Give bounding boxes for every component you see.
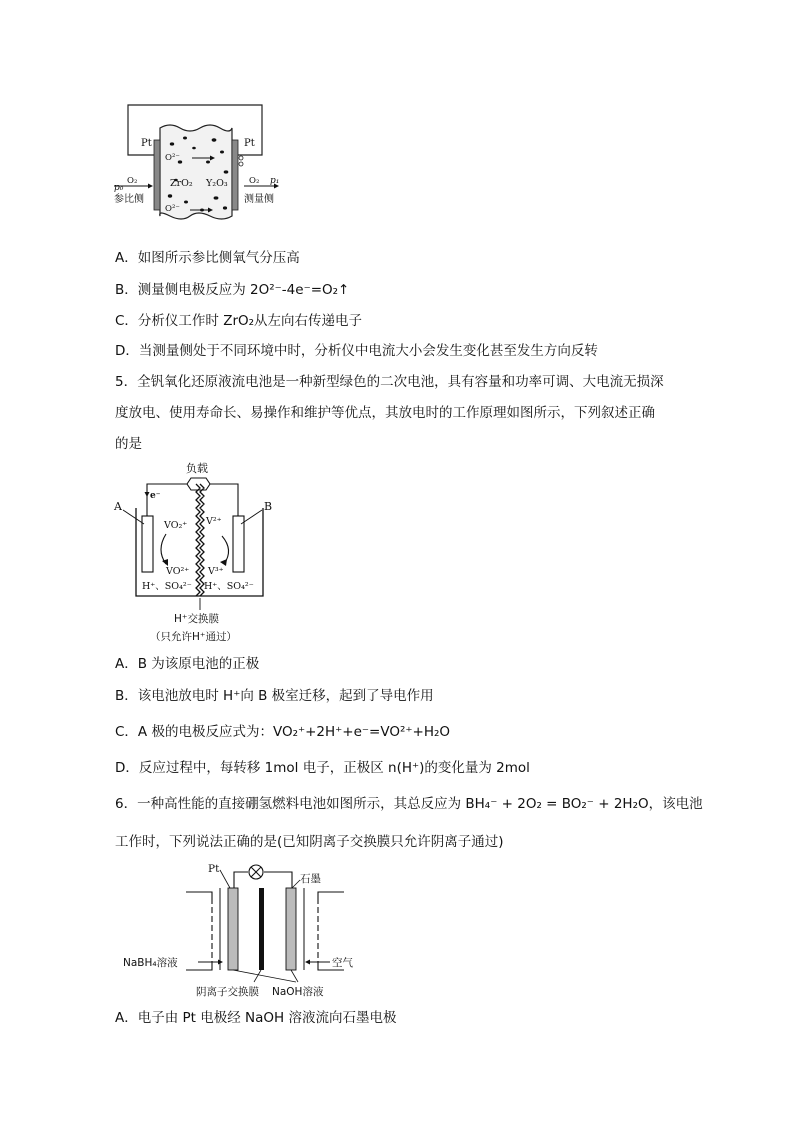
pt-electrode-label: Pt [208, 863, 220, 875]
load-label: 负载 [186, 462, 208, 475]
naoh-solution-label: NaOH溶液 [272, 986, 324, 998]
graphite-electrode-label: 石墨 [300, 873, 321, 885]
electrode-b-label: B [264, 500, 273, 513]
q5-stem-line-1: 5．全钒氧化还原液流电池是一种新型绿色的二次电池，具有容量和功率可调、大电流无损深 [115, 374, 664, 390]
o2-right-label: O₂ [249, 176, 260, 186]
q6-stem-line-1: 6．一种高性能的直接硼氢燃料电池如图所示，其总反应为 BH₄⁻ + 2O₂ = BO₂⁻ + 2H₂O，该电池 [115, 796, 703, 812]
oxide-ion-top-label: O²⁻ [165, 153, 180, 163]
oxide-ion-bottom-label: O²⁻ [165, 204, 180, 214]
q6-option-a: A．电子由 Pt 电极经 NaOH 溶液流向石墨电极 [115, 1010, 397, 1026]
q5-option-c: C．A 极的电极反应式为：VO₂⁺+2H⁺+e⁻=VO²⁺+H₂O [115, 724, 451, 740]
q5-stem-line-3: 的是 [115, 436, 142, 452]
q5-option-a: A．B 为该原电池的正极 [115, 656, 260, 672]
q5-option-d: D．反应过程中，每转移 1mol 电子，正极区 n(H⁺)的变化量为 2mol [115, 760, 530, 776]
vo2plus-ion-label: VO²⁺ [166, 566, 190, 577]
electrode-a-label: A [114, 500, 122, 513]
air-label: 空气 [332, 957, 353, 969]
reference-side-label: 参比侧 [114, 194, 144, 205]
q4-option-b: B．测量侧电极反应为 2O²⁻-4e⁻=O₂↑ [115, 282, 350, 298]
nabh4-solution-label: NaBH₄溶液 [123, 957, 178, 969]
y2o3-label: Y₂O₃ [206, 178, 228, 189]
p1-label: p₁ [270, 176, 280, 186]
q4-option-d: D．当测量侧处于不同环境中时，分析仪中电流大小会发生变化甚至发生方向反转 [115, 343, 598, 359]
anion-membrane-label: 阴离子交换膜 [196, 986, 259, 998]
right-ions-label: H⁺、SO₄²⁻ [204, 581, 254, 592]
q4-option-c: C．分析仪工作时 ZrO₂从左向右传递电子 [115, 313, 363, 329]
v3plus-label: V³⁺ [208, 566, 224, 577]
membrane-label: H⁺交换膜 [174, 613, 219, 625]
q5-stem-line-2: 度放电、使用寿命长、易操作和维护等优点，其放电时的工作原理如图所示，下列叙述正确 [115, 405, 655, 421]
q6-stem-line-2: 工作时，下列说法正确的是(已知阴离子交换膜只允许阴离子通过) [115, 834, 504, 850]
q5-option-b: B．该电池放电时 H⁺向 B 极室迁移，起到了导电作用 [115, 688, 434, 704]
pt-left-label: Pt [141, 138, 152, 149]
measurement-side-label: 测量侧 [244, 194, 274, 205]
oxygen-analyzer-diagram [110, 100, 300, 225]
left-ions-label: H⁺、SO₄²⁻ [142, 581, 192, 592]
p0-label: p₀ [114, 183, 124, 193]
v2plus-label: V²⁺ [206, 516, 222, 527]
membrane-note-label: （只允许H⁺通过） [150, 631, 237, 643]
borohydride-fuel-cell-diagram [120, 858, 370, 1000]
o2-left-label: O₂ [127, 176, 138, 186]
q4-option-a: A．如图所示参比侧氧气分压高 [115, 250, 300, 266]
zro2-label: ZrO₂ [170, 178, 193, 189]
vanadium-battery-diagram [110, 458, 285, 648]
pt-right-label: Pt [244, 138, 255, 149]
vo2plus-label: VO₂⁺ [164, 520, 188, 531]
electron-label: e⁻ [150, 491, 161, 501]
